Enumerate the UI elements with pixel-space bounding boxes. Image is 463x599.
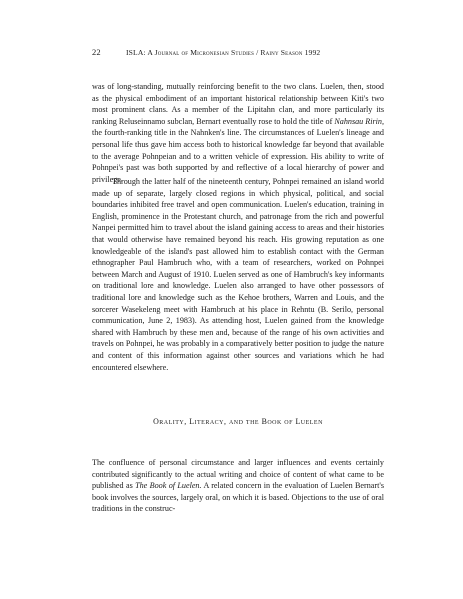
section-heading: Orality, Literacy, and the Book of Luelen — [153, 417, 323, 426]
title-name-italic: Nahnsau Ririn, — [334, 116, 385, 126]
paragraph-confluence — [92, 457, 384, 515]
paragraph-nineteenth-century — [92, 176, 384, 373]
paragraph-text: Through the latter half of the nineteenth century, Pohnpei remained an island world made up of separate, largely closed regions in which physical, political, and social boundaries inhibited free travel and open communication. Luelen's education, training in English, prominence in the Protestant church, and patronage from the rich and powerful Nanpei permitted him to travel about the island gaining access to areas and their histories that would otherwise have remained beyond his reach. His growing reputation as one knowledgeable of the island's past allowed him to establish contact with the German ethnographer Paul Hambruch who, with a team of researchers, worked on Pohnpei between March and August of 1910. Luelen served as one of Hambruch's key informants on traditional lore and knowledge. Luelen also arranged to have other possessors of traditional lore and knowledge such as the Kehoe brothers, Warren and Louis, and the sorcerer Wasekeleng meet with Hambruch at his place in Rehntu (B. Serilo, personal communication, June 2, 1983). As attending host, Luelen gained from the knowledge shared with Hambruch by these men and, because of the range of his own activities and travels on Pohnpei, he was probably in a comparatively better position to judge the nature and content of this information against other sources and variations which he had encountered elsewhere. — [92, 177, 384, 372]
paragraph-text: A related concern in the evaluation of Luelen Bernart's book involves the sources, largely oral, on which it is based. Objections to the use of oral traditions in the construc- — [92, 481, 384, 514]
page-number: 22 — [92, 47, 101, 57]
paragraph-text: the fourth-ranking title in the Nahnken's line. The circumstances of Luelen's lineage and personal life thus gave him access both to historical knowledge far beyond that available to the average Pohnpeian and to a written vehicle of expression. His ability to write of Pohnpei's past was both supported by and reflective of a local hierarchy of power and privilege. — [92, 128, 384, 184]
paragraph-lineage — [92, 81, 384, 185]
paragraph-text: was of long-standing, mutually reinforcing benefit to the two clans. Luelen, then, stood as the physical embodiment of an important historical relationship between Kiti's two most prominent clans. As a member of the Lipitahn clan, and more particularly its ranking Reluseinnamo subclan, Bernart eventually rose to hold the title of — [92, 82, 384, 126]
paragraph-text: The confluence of personal circumstance and larger influences and events certainly contributed significantly to the actual writing and choice of content of what came to be published as — [92, 458, 384, 491]
journal-title: ISLA: A Journal of Micronesian Studies / Rainy Season 1992 — [126, 48, 321, 57]
running-head — [92, 47, 392, 57]
book-title-italic: The Book of Luelen. — [135, 481, 202, 491]
